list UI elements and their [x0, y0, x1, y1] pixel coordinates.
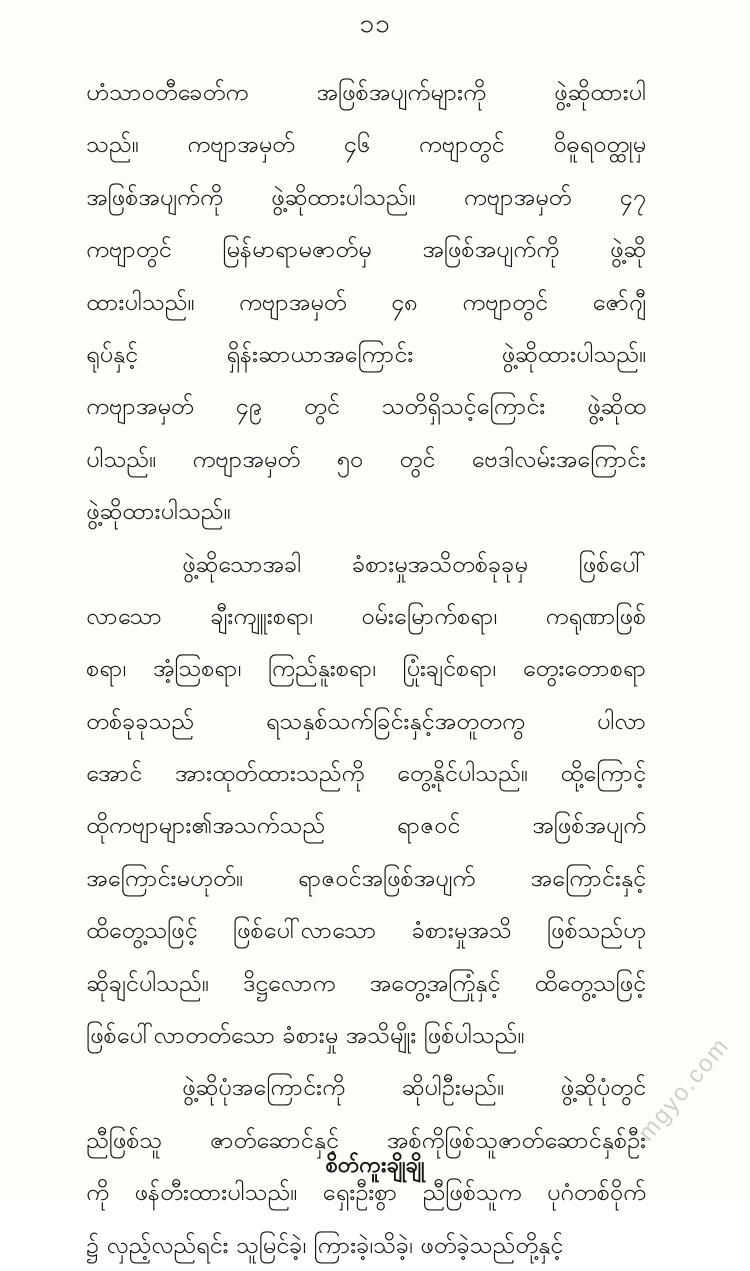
text-line: ကဗျာအမှတ် ၄၉ တွင် သတိရှိသင့်ကြောင်း ဖွဲ့ဆိုထ	[86, 392, 646, 421]
text-line: ဖွဲ့ဆိုသောအခါ ခံစားမှုအသိတစ်ခုခုမှ ဖြစ်ပေါ်	[182, 549, 646, 578]
text-line: တစ်ခုခုသည် ရသနှစ်သက်ခြင်းနှင့်အတူတကွ ပါလာ	[86, 706, 646, 735]
watermark: mgyo.com	[633, 1032, 736, 1147]
text-line: ဖွဲ့ဆိုထားပါသည်။	[86, 497, 231, 526]
text-line: စရာ၊ အံ့သြစရာ၊ ကြည်နူးစရာ၊ ပြုံးချင်စရာ၊ တွေးတောစရာ	[86, 654, 646, 683]
text-line: ညီဖြစ်သူ ဇာတ်ဆောင်နှင့် အစ်ကိုဖြစ်သူဇာတ်ဆောင်နှစ်ဦး	[86, 1125, 646, 1154]
text-line: အဖြစ်အပျက်ကို ဖွဲ့ဆိုထားပါသည်။ ကဗျာအမှတ် ၄၇	[86, 182, 646, 211]
text-line: ၌ လှည့်လည်ရင်း သူမြင်ခဲ့၊ ကြားခဲ့၊သိခဲ့၊ ဖတ်ခဲ့သည်တို့နှင့်	[86, 1230, 564, 1259]
text-line: ကဗျာတွင် မြန်မာရာမဇာတ်မှ အဖြစ်အပျက်ကို ဖွဲ့ဆို	[86, 235, 646, 264]
text-line: ရုပ်နှင့် ရှိန်းဆာယာအကြောင်း ဖွဲ့ဆိုထားပါသည်။	[86, 339, 646, 368]
paragraph	[86, 66, 646, 538]
text-line: ကို ဖန်တီးထားပါသည်။ ရှေးဦးစွာ ညီဖြစ်သူက ပုဂံတစ်ဝိုက်	[86, 1178, 646, 1207]
text-line: ထားပါသည်။ ကဗျာအမှတ် ၄၈ ကဗျာတွင် ဇော်ဂျီ	[86, 287, 646, 316]
body-text	[86, 66, 646, 1271]
text-line: ဖွဲ့ဆိုပုံအကြောင်းကို ဆိုပါဦးမည်။ ဖွဲ့ဆိုပုံတွင်	[182, 1073, 646, 1102]
text-line: ဟံသာဝတီခေတ်က အဖြစ်အပျက်များကို ဖွဲ့ဆိုထားပါ	[86, 78, 646, 106]
page-number: ၁၁	[359, 9, 391, 39]
text-line: ပါသည်။ ကဗျာအမှတ် ၅၀ တွင် ဗေဒါလမ်းအကြောင်း	[86, 444, 646, 473]
paragraph	[86, 538, 646, 1062]
text-line: သည်။ ကဗျာအမှတ် ၄၆ ကဗျာတွင် ဝိဓူရဝတ္ထုမှ	[86, 130, 646, 159]
text-line: ထိုကဗျာများ၏အသက်သည် ရာဇဝင် အဖြစ်အပျက်	[86, 811, 646, 840]
book-title-footer: စိတ်ကူးချိုချို	[325, 1153, 425, 1178]
text-line: အောင် အားထုတ်ထားသည်ကို တွေ့နိုင်ပါသည်။ ထို့ကြောင့်	[86, 759, 646, 788]
text-line: ဖြစ်ပေါ်လာတတ်သော ခံစားမှု အသိမျိုး ဖြစ်ပါသည်။	[86, 1021, 525, 1050]
text-line: ဆိုချင်ပါသည်။ ဒိဋ္ဌလောက အတွေ့အကြုံနှင့် ထိတွေ့သဖြင့်	[86, 968, 646, 997]
text-line: လာသော ချီးကျူးစရာ၊ ဝမ်းမြောက်စရာ၊ ကရုဏာဖြစ်	[86, 601, 646, 630]
text-line: ထိတွေ့သဖြင့် ဖြစ်ပေါ်လာသော ခံစားမှုအသိ ဖြစ်သည်ဟု	[86, 916, 646, 945]
text-line: အကြောင်းမဟုတ်။ ရာဇဝင်အဖြစ်အပျက် အကြောင်းနှင့်	[86, 863, 646, 892]
